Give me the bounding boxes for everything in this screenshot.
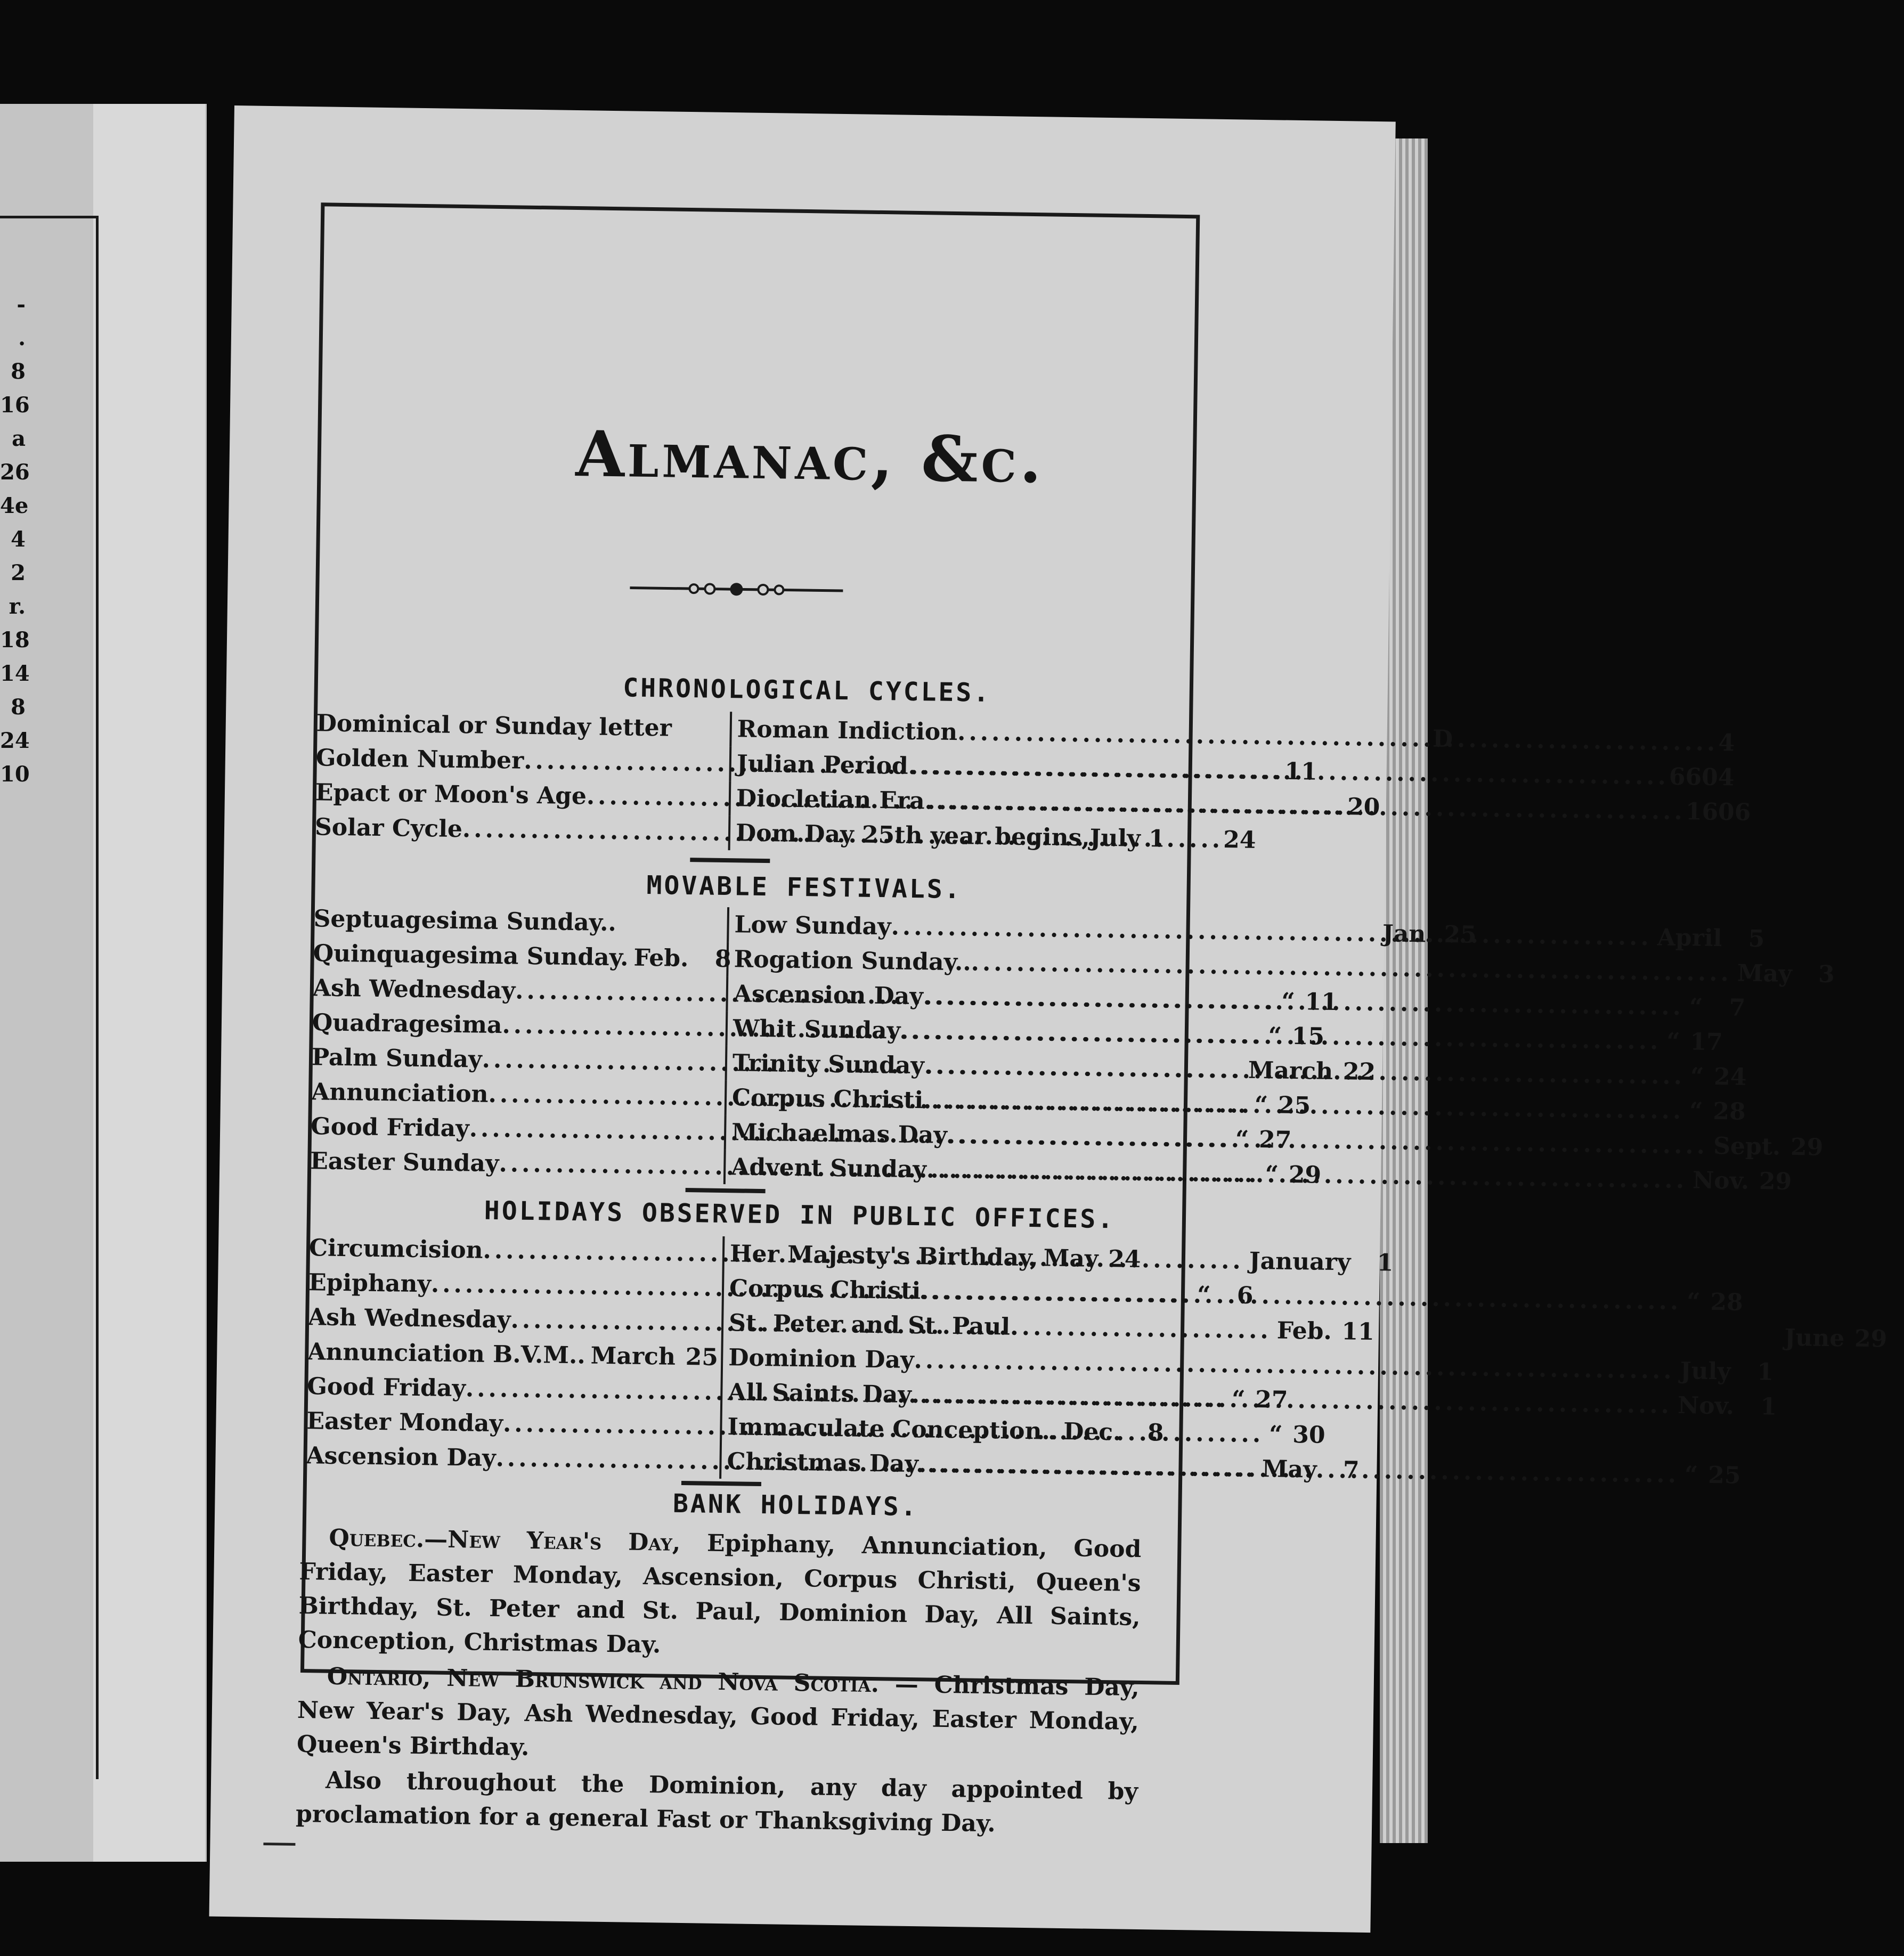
cycle-value: 20 [1347, 793, 1380, 821]
holiday-name: Easter Monday [306, 1407, 503, 1438]
festival-name: Whit Sunday [733, 1015, 901, 1045]
festival-month: Jan. [1382, 920, 1435, 948]
festival-day: 29 [1288, 1161, 1322, 1189]
festival-day: 29 [1759, 1168, 1792, 1196]
holidays-heading: HOLIDAYS OBSERVED IN PUBLIC OFFICES. [484, 1195, 1116, 1235]
festival-month: “ [1265, 1161, 1279, 1188]
holiday-day: 1 [1756, 1358, 1774, 1386]
holiday-day: 27 [1255, 1386, 1288, 1414]
festival-month: “ [1281, 988, 1296, 1015]
holiday-day: 25 [685, 1343, 719, 1371]
holiday-name: Good Friday [307, 1373, 466, 1403]
quebec-label: Quebec.—New Year's Day, [329, 1524, 681, 1556]
holiday-name: Christmas Day [727, 1448, 919, 1478]
facing-number: 14 [0, 661, 30, 686]
festival-month: Nov. [1692, 1167, 1750, 1195]
ontario-paragraph [297, 1659, 1140, 1773]
movable-table [310, 901, 1835, 1196]
cycle-name: Dominical or Sunday letter [316, 710, 672, 742]
festival-month: “ [1666, 1028, 1681, 1056]
holiday-day: 11 [1341, 1318, 1375, 1346]
facing-page [0, 104, 207, 1862]
festival-month: “ [1689, 993, 1703, 1021]
holiday-day: 24 [1108, 1245, 1141, 1273]
facing-number: 10 [0, 762, 30, 787]
holiday-month: Dec. [1063, 1417, 1121, 1446]
festival-day: 29 [1790, 1133, 1824, 1161]
facing-number: - [17, 292, 26, 317]
festival-day: 5 [1748, 925, 1765, 953]
cycle-name: Diocletian Era [736, 785, 925, 815]
festival-name: Michaelmas Day [731, 1119, 948, 1149]
holiday-name: Epiphany [308, 1269, 432, 1298]
festival-month: Feb. [633, 944, 689, 973]
cycle-value: D [1432, 725, 1453, 753]
holiday-month: January [1249, 1247, 1351, 1276]
facing-number: . [18, 325, 26, 351]
festival-name: Quinquagesima Sunday. [313, 940, 629, 972]
facing-number: 26 [0, 460, 30, 485]
facing-number: 4 [11, 527, 26, 552]
holiday-month: May [1262, 1455, 1317, 1484]
quebec-paragraph [298, 1521, 1141, 1669]
festival-day: 28 [1713, 1097, 1746, 1126]
holiday-month: May [1043, 1244, 1099, 1273]
holiday-day: 6 [1236, 1282, 1254, 1309]
festival-name: Septuagesima Sunday.. [313, 905, 617, 937]
holiday-day: 7 [1342, 1456, 1360, 1484]
holiday-month: “ [1687, 1288, 1701, 1316]
festival-day: 3 [1818, 960, 1835, 989]
festival-month: Sept. [1713, 1132, 1781, 1161]
facing-number: 8 [11, 695, 26, 720]
festival-name: Ash Wednesday [312, 974, 516, 1005]
ontario-label: Ontario, New Brunswick and Nova Scotia. [327, 1662, 880, 1698]
cycle-name: Golden Number [315, 744, 524, 775]
festival-day: 11 [1305, 988, 1338, 1016]
facing-page-numbers [0, 288, 30, 791]
footer-rule [263, 1843, 295, 1846]
festival-month: May [1737, 959, 1793, 988]
festival-month: “ [1690, 1063, 1704, 1090]
holiday-month: “ [1231, 1386, 1246, 1413]
bank-heading: BANK HOLIDAYS. [672, 1488, 919, 1522]
cycle-value: 4 [1718, 729, 1735, 757]
festival-name: Corpus Christi [731, 1084, 924, 1114]
cycle-name: Julian Period [736, 750, 909, 780]
holiday-month: Nov. [1677, 1392, 1735, 1420]
cycle-name: Epact or Moon's Age [315, 779, 587, 810]
festival-name: Advent Sunday [730, 1153, 927, 1184]
holiday-day: 30 [1292, 1421, 1325, 1449]
festival-month: “ [1235, 1126, 1249, 1153]
quebec-text: Epiphany, Annunciation, Good Friday, Easter Monday, Ascension, Corpus Christi, Queen's Birthday, St. Peter and St. Paul, Dominion Day, All Saints, Conception, Christmas Day. [298, 1529, 1142, 1659]
facing-number: r. [9, 594, 26, 619]
dominion-paragraph: Also throughout the Dominion, any day appointed by proclamation for a general Fast or Thanksgiving Day. [295, 1766, 1138, 1838]
holiday-day: 28 [1710, 1288, 1744, 1316]
movable-heading: MOVABLE FESTIVALS. [646, 870, 963, 905]
holiday-name: Ash Wednesday [307, 1303, 511, 1334]
festival-day: 17 [1690, 1028, 1723, 1056]
festival-name: Palm Sunday [311, 1044, 483, 1073]
ornament-divider [630, 577, 843, 601]
festival-name: Annunciation [311, 1078, 489, 1108]
festival-name: Ascension Day [733, 980, 924, 1010]
holiday-name: Immaculate Conception.. [727, 1413, 1059, 1445]
chronological-heading: CHRONOLOGICAL CYCLES. [622, 673, 991, 708]
festival-month: “ [1254, 1091, 1268, 1119]
cycle-value: 11 [1284, 757, 1318, 786]
festival-day: 22 [1342, 1058, 1376, 1086]
festival-month: March [1248, 1056, 1333, 1085]
facing-number: 16 [0, 393, 30, 418]
page-fold [93, 104, 205, 1862]
holiday-name: Annunciation B.V.M.. [307, 1338, 586, 1370]
festival-day: 25 [1444, 920, 1477, 949]
festival-month: April [1657, 924, 1722, 952]
holiday-name: Her Majesty's Birthday, [729, 1240, 1039, 1272]
facing-number: 24 [0, 728, 30, 753]
cycle-name: Dom.Day 25th year begins,July 1 [735, 819, 1166, 853]
facing-number: a [12, 426, 26, 451]
cycle-name: Solar Cycle [314, 813, 463, 843]
festival-month: “ [1268, 1022, 1282, 1050]
holidays-table [306, 1230, 1887, 1489]
holiday-name: Ascension Day [306, 1442, 497, 1472]
holiday-day: 1 [1377, 1249, 1394, 1277]
holiday-day: 25 [1707, 1461, 1741, 1489]
holiday-month: “ [1684, 1461, 1698, 1489]
holiday-day: 1 [1760, 1393, 1777, 1421]
holiday-month: June [1784, 1324, 1845, 1352]
ontario-text: — Christmas Day, New Year's Day, Ash Wednesday, Good Friday, Easter Monday, Queen's Birthday. [296, 1670, 1140, 1762]
facing-number: 8 [11, 359, 26, 384]
festival-day: 27 [1258, 1126, 1292, 1154]
festival-name: Quadragesima [312, 1009, 502, 1039]
holiday-name: St. Peter and St. Paul. [728, 1309, 1019, 1341]
cycle-value: 24 [1223, 826, 1256, 854]
cycle-name: Roman Indiction [737, 715, 958, 746]
holiday-month: Feb. [1276, 1317, 1332, 1345]
festival-name: Good Friday [310, 1113, 470, 1143]
festival-month: “ [1689, 1097, 1704, 1125]
cycle-value: 6604 [1669, 763, 1735, 792]
holiday-name: Circumcision [308, 1234, 483, 1264]
holiday-month: July [1680, 1357, 1731, 1386]
chronological-table [314, 706, 1751, 856]
festival-name: Trinity Sunday [732, 1049, 925, 1080]
facing-number: 18 [0, 627, 30, 653]
festival-name: Easter Sunday [310, 1147, 499, 1178]
festival-day: 25 [1278, 1091, 1311, 1120]
holiday-name: Dominion Day [728, 1344, 914, 1374]
festival-day: 8 [714, 945, 731, 973]
page-title: Almanac, &c. [575, 417, 1045, 498]
holiday-name: All Saints Day [728, 1379, 912, 1408]
festival-day: 7 [1729, 994, 1746, 1022]
facing-number: 2 [11, 560, 26, 585]
holiday-day: 8 [1147, 1419, 1164, 1447]
festival-day: 15 [1291, 1022, 1325, 1050]
holiday-name: Corpus Christi [729, 1275, 921, 1305]
cycle-value: 1606 [1685, 798, 1751, 826]
holiday-month: “ [1197, 1281, 1211, 1309]
almanac-page [209, 105, 1887, 1933]
facing-number: 4e [0, 493, 29, 518]
holiday-month: “ [1268, 1421, 1283, 1448]
holiday-month: March [590, 1342, 676, 1371]
festival-day: 24 [1713, 1063, 1747, 1091]
festival-name: Low Sunday [734, 911, 892, 941]
holiday-day: 29 [1854, 1325, 1887, 1353]
festival-name: Rogation Sunday.. [734, 946, 972, 976]
